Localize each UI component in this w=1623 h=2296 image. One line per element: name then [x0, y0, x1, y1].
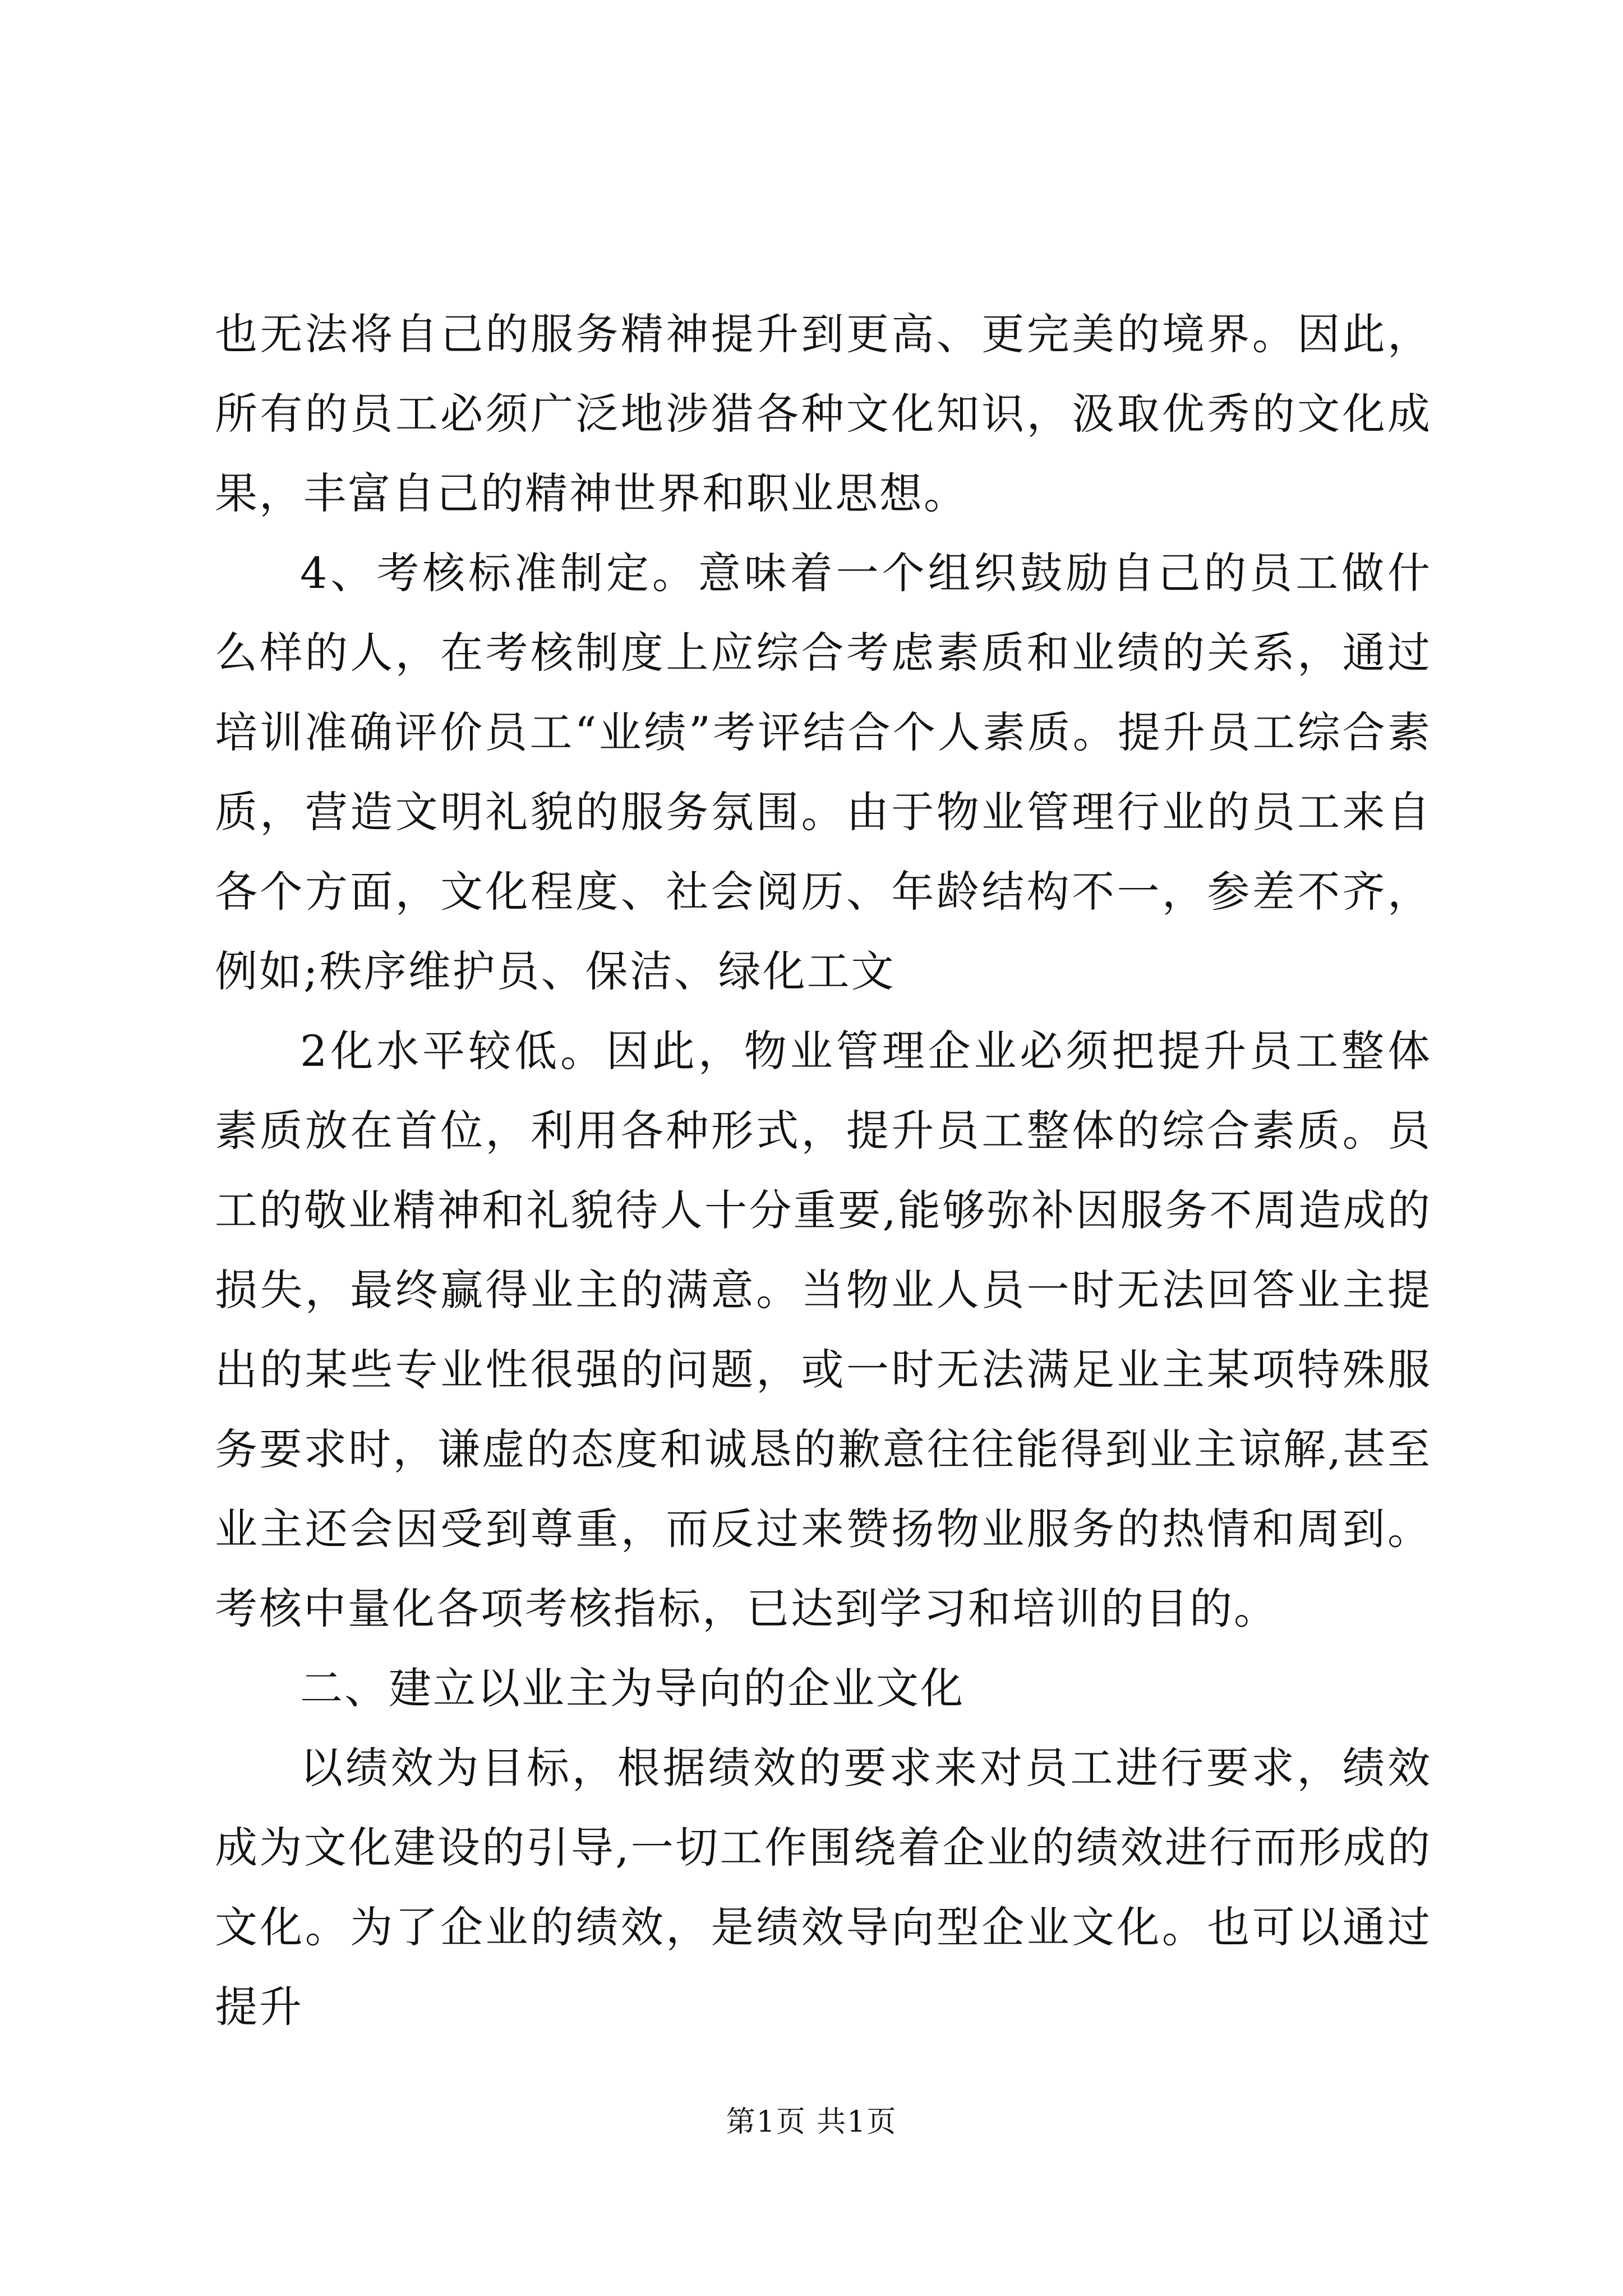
paragraph-4: 以绩效为目标，根据绩效的要求来对员工进行要求，绩效成为文化建设的引导,一切工作围绕着企业的绩效进行而形成的文化。为了企业的绩效，是绩效导向型企业文化。也可以通过提升 [215, 1743, 1432, 2032]
page-footer: 第1页 共1页 [726, 2105, 897, 2139]
paragraph-2: 4、考核标准制定。意味着一个组织鼓励自己的员工做什么样的人，在考核制度上应综合考虑素质和业绩的关系，通过培训准确评价员工“业绩”考评结合个人素质。提升员工综合素质，营造文明礼貌的服务氛围。由于物业管理行业的员工来自各个方面，文化程度、社会阅历、年龄结构不一，参差不齐，例如;秩序维护员、保洁、绿化工文 [215, 548, 1432, 996]
document-body [215, 295, 1432, 2047]
paragraph-3: 2化水平较低。因此，物业管理企业必须把提升员工整体素质放在首位，利用各种形式，提升员工整体的综合素质。员工的敬业精神和礼貌待人十分重要,能够弥补因服务不周造成的损失，最终赢得业主的满意。当物业人员一时无法回答业主提出的某些专业性很强的问题，或一时无法满足业主某项特殊服务要求时，谦虚的态度和诚恳的歉意往往能得到业主谅解,甚至业主还会因受到尊重，而反过来赞扬物业服务的热情和周到。考核中量化各项考核指标，已达到学习和培训的目的。 [215, 1026, 1432, 1634]
section-heading: 二、建立以业主为导向的企业文化 [300, 1663, 965, 1713]
paragraph-1: 也无法将自己的服务精神提升到更高、更完美的境界。因此，所有的员工必须广泛地涉猎各种文化知识，汲取优秀的文化成果，丰富自己的精神世界和职业思想。 [215, 309, 1432, 518]
